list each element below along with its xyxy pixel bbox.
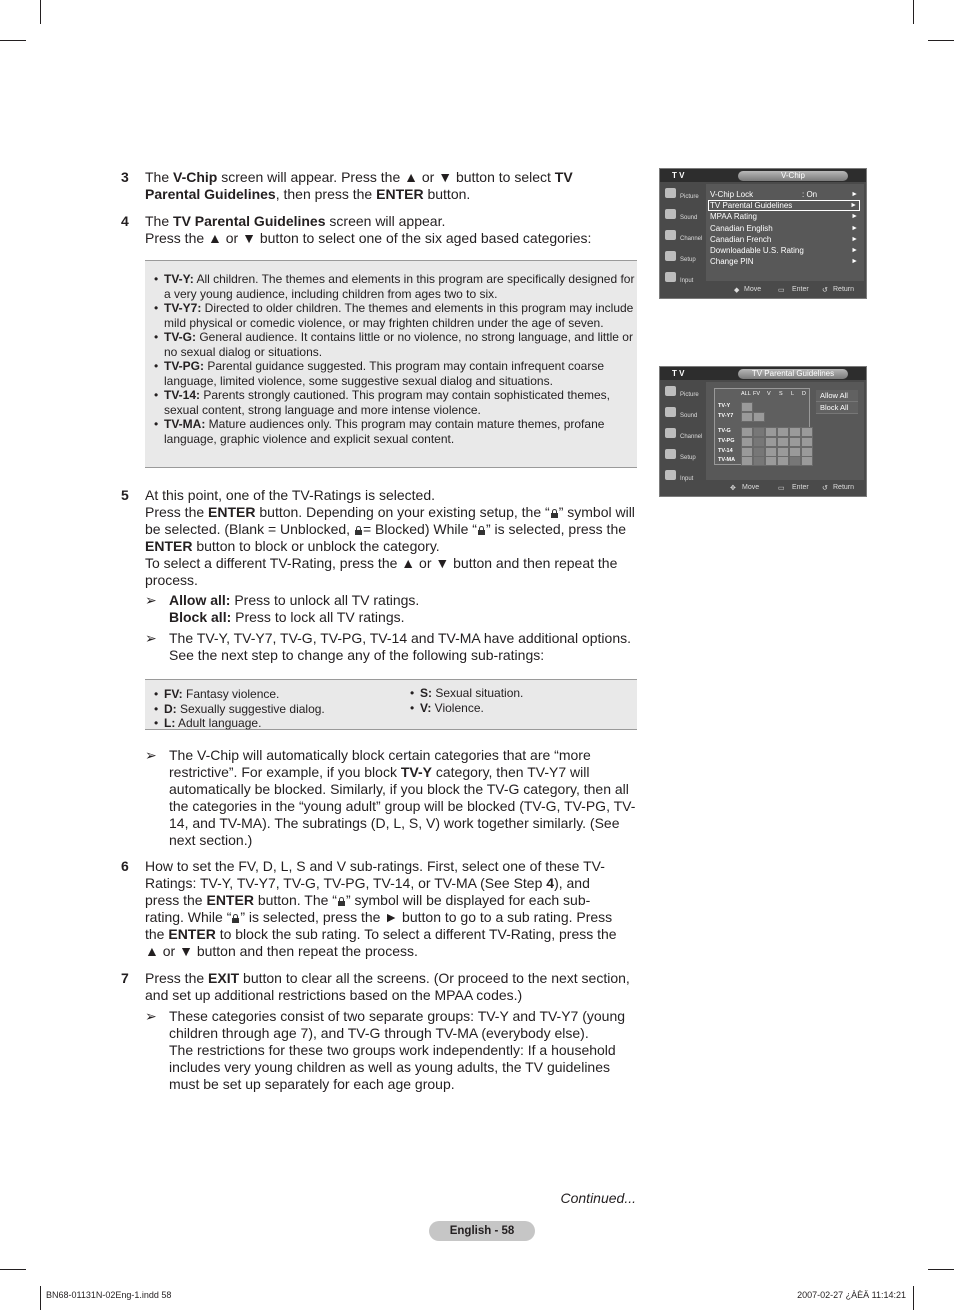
footer-enter-label: Enter <box>792 286 809 293</box>
subrating-text: Sexual situation. <box>432 686 524 700</box>
text: Press the <box>145 504 209 520</box>
menu-item-label: Downloadable U.S. Rating <box>710 246 804 256</box>
sidebar-item-label: Channel <box>680 434 703 440</box>
crop-mark <box>928 1269 954 1270</box>
rating-text: General audience. It contains little or no violence, no strong language, and little or no sexual dialog or situations. <box>164 330 633 359</box>
text: category, then TV-Y7 will automatically be blocked. Similarly, if you block the TV-G category, then all the categories in the “young adult” group will be blocked (TV-G, TV-PG, TV-14, and TV-MA). The subratings (D, L, S, V) work together similarly. (See next section.) <box>169 764 636 848</box>
list-item <box>401 686 631 701</box>
text: button to clear all the screens. (Or proceed to the next section, and set up additional restrictions based on the MPAA codes.) <box>145 970 630 1003</box>
screen-sidebar <box>662 185 704 290</box>
grid-cell[interactable] <box>741 456 753 466</box>
screen-sidebar <box>662 383 704 488</box>
step-number: 7 <box>121 970 129 986</box>
setup-icon <box>665 251 676 261</box>
list-item <box>145 359 637 388</box>
text: to block the sub rating. To select a different TV-Rating, press the ▲ or ▼ button and then repeat the process. <box>145 926 617 959</box>
step-number: 5 <box>121 487 129 503</box>
text: button to block or unblock the category. <box>192 538 440 554</box>
subrating-text: Adult language. <box>175 716 262 730</box>
menu-item-label: MPAA Rating <box>710 212 757 222</box>
bold-text: TV Parental Guidelines <box>173 213 326 229</box>
list-item <box>145 702 395 717</box>
list-item <box>145 687 395 702</box>
text: The V-Chip will automatically block certain categories that are “more restrictive”. For example, if you block <box>169 747 591 780</box>
bold-text: V-Chip <box>173 169 218 185</box>
grid-header: V <box>767 391 771 397</box>
bold-text: ENTER <box>206 892 254 908</box>
grid-cell[interactable] <box>801 427 813 437</box>
grid-cell[interactable] <box>753 427 765 437</box>
menu-item-label: V-Chip Lock <box>710 190 754 199</box>
text: ), and press the <box>145 875 590 908</box>
grid-cell[interactable] <box>801 437 813 447</box>
step-3 <box>121 169 631 203</box>
input-icon <box>665 272 676 282</box>
list-item <box>401 701 631 716</box>
sound-icon <box>665 209 676 219</box>
sidebar-item-label: Channel <box>680 236 703 242</box>
text: The restrictions for these two groups work independently: If a household includes very young children as well as young adults, the TV guidelines must be set up separately for each age group. <box>169 1042 616 1092</box>
text: To select a different TV-Rating, press the ▲ or ▼ button and then repeat the process. <box>145 555 618 588</box>
bold-text: ENTER <box>376 186 424 202</box>
rating-label: TV-Y: <box>164 272 194 286</box>
text: Press to lock all TV ratings. <box>231 609 405 625</box>
text: button. Depending on your existing setup, the “ <box>255 504 550 520</box>
grid-row-label: TV-MA <box>718 457 736 463</box>
arrow-right-icon: ► <box>851 258 858 266</box>
menu-item-canadian-english[interactable] <box>710 223 860 234</box>
subrating-text: Sexually suggestive dialog. <box>176 701 325 716</box>
step-text <box>145 970 637 1093</box>
setup-icon <box>665 449 676 459</box>
bold-text: ENTER <box>168 926 216 942</box>
grid-row-label: TV-Y7 <box>718 413 734 419</box>
grid-row-label: TV-Y <box>718 403 731 409</box>
grid-cell[interactable] <box>753 437 765 447</box>
sidebar-item-setup[interactable] <box>662 248 704 269</box>
subrating-label: V: <box>420 700 432 715</box>
list-item <box>145 716 395 731</box>
rating-label: TV-G: <box>164 330 196 344</box>
crop-mark <box>40 0 41 24</box>
footer-move-label: Move <box>742 484 760 491</box>
grid-cell[interactable] <box>789 437 801 447</box>
sidebar-item-sound[interactable] <box>662 404 704 425</box>
subratings-list-left <box>145 687 395 731</box>
bold-text: EXIT <box>208 970 240 986</box>
crop-mark <box>0 40 26 41</box>
footer-return-label: Return <box>833 484 855 491</box>
bold-text: ENTER <box>145 538 193 554</box>
step-text <box>145 858 623 960</box>
block-all-button[interactable]: Block All <box>816 402 858 414</box>
picture-icon <box>665 386 676 396</box>
grid-cell[interactable] <box>741 437 753 447</box>
text: Press to unlock all TV ratings. <box>230 592 420 608</box>
text: button. <box>423 186 471 202</box>
bold-text: Block all: <box>169 609 232 625</box>
menu-item-label: Canadian English <box>710 223 773 233</box>
menu-item-canadian-french[interactable] <box>710 234 860 245</box>
note-arrow-icon: ➢ <box>145 747 157 763</box>
list-item <box>145 417 637 446</box>
date-slug: 2007-02-27 ¿ÀÈÄ 11:14:21 <box>797 1290 906 1300</box>
sidebar-item-label: Sound <box>680 413 698 419</box>
note-arrow-icon: ➢ <box>145 630 157 646</box>
text: These categories consist of two separate groups: TV-Y and TV-Y7 (young children through age 7), and TV-G through TV-MA (everybody else). <box>169 1008 626 1041</box>
ratings-grid <box>714 388 810 465</box>
subratings-list-right <box>401 686 631 715</box>
list-item <box>145 301 637 330</box>
sidebar-item-channel[interactable] <box>662 425 704 446</box>
bold-text: ENTER <box>208 504 256 520</box>
footer-enter-label: Enter <box>792 484 809 491</box>
arrow-right-icon: ► <box>851 213 858 221</box>
lock-icon <box>232 914 239 923</box>
lock-icon <box>478 526 485 535</box>
grid-cell[interactable] <box>753 456 765 466</box>
text: The TV-Y, TV-Y7, TV-G, TV-PG, TV-14 and TV-MA have additional options. See the next step to change any of the following sub-ratings: <box>169 630 631 663</box>
sidebar-item-label: Setup <box>680 455 696 461</box>
enter-icon: ▭ <box>778 287 785 294</box>
grid-cell[interactable] <box>765 437 777 447</box>
channel-icon <box>665 230 676 240</box>
grid-header: FV <box>753 391 761 397</box>
crop-mark <box>913 1286 914 1310</box>
arrow-right-icon: ► <box>851 247 858 255</box>
rating-text: Parental guidance suggested. This program may contain infrequent coarse language, limited violence, some suggestive sexual dialog and situations. <box>164 359 605 388</box>
menu-item-value: : On <box>802 190 818 199</box>
text: screen will appear. Press the ▲ or ▼ button to select <box>217 169 555 185</box>
sidebar-item-setup[interactable] <box>662 446 704 467</box>
text: = Blocked) While “ <box>362 521 477 537</box>
rating-label: TV-MA: <box>164 417 206 431</box>
screen-footer <box>706 284 864 296</box>
step-5 <box>121 487 637 664</box>
step-text <box>145 747 637 849</box>
picture-icon <box>665 188 676 198</box>
text: How to set the FV, D, L, S and V sub-ratings. First, select one of these TV-Ratings: TV-Y, TV-Y7, TV-G, TV-PG, TV-14, or TV-MA (See Step <box>145 858 605 891</box>
grid-cell[interactable] <box>777 427 789 437</box>
footer-return-label: Return <box>833 286 855 293</box>
subrating-label: L: <box>164 716 176 730</box>
allow-all-button[interactable]: Allow All <box>816 390 858 402</box>
rating-text: Mature audiences only. This program may contain mature themes, profane language, graphic violence and explicit sexual content. <box>164 417 605 446</box>
text: The <box>145 213 174 229</box>
rating-text: All children. The themes and elements in this program are specifically designed for a very young audience, including children from ages two to six. <box>164 272 635 301</box>
menu-item-label: TV Parental Guidelines <box>710 201 793 211</box>
crop-mark <box>0 1269 26 1270</box>
sidebar-item-label: Sound <box>680 215 698 221</box>
rating-text: Parents strongly cautioned. This program may contain sophisticated themes, sexual content, strong language and more intense violence. <box>164 388 611 417</box>
text: The <box>145 169 174 185</box>
grid-cell[interactable] <box>801 456 813 466</box>
screen-title: V-Chip <box>738 171 848 181</box>
menu-item-change-pin[interactable] <box>710 256 860 267</box>
crop-mark <box>928 40 954 41</box>
rating-label: TV-Y7: <box>164 301 202 315</box>
bold-text: TV Parental Guidelines <box>145 169 573 202</box>
note <box>145 747 637 849</box>
screen-title: TV Parental Guidelines <box>738 369 848 379</box>
subratings-box <box>145 679 637 730</box>
text: ” symbol will be displayed for each sub-rating. While “ <box>145 892 591 925</box>
move-icon: ◆ <box>734 287 740 294</box>
note-arrow-icon: ➢ <box>145 592 157 608</box>
arrow-right-icon: ► <box>851 224 858 232</box>
sidebar-item-label: Input <box>680 278 694 284</box>
grid-cell[interactable] <box>777 437 789 447</box>
crop-mark <box>40 1286 41 1310</box>
step-4 <box>121 213 631 247</box>
text: At this point, one of the TV-Ratings is selected. <box>145 487 436 503</box>
sidebar-item-picture[interactable] <box>662 383 704 404</box>
text: button. The “ <box>253 892 337 908</box>
text: screen will appear. <box>325 213 446 229</box>
move-icon: ✥ <box>730 485 736 492</box>
note-arrow-icon: ➢ <box>145 1008 157 1024</box>
subrating-text: Fantasy violence. <box>182 687 280 701</box>
text: ” is selected, press the <box>485 521 627 537</box>
list-item <box>145 388 637 417</box>
menu-item-label: Change PIN <box>710 257 754 267</box>
grid-cell[interactable] <box>765 456 777 466</box>
sidebar-item-input[interactable] <box>662 269 704 290</box>
grid-cell[interactable] <box>777 456 789 466</box>
subrating-label: S: <box>420 686 432 700</box>
grid-header: L <box>791 391 795 397</box>
note <box>145 630 637 664</box>
sidebar-item-label: Picture <box>680 392 699 398</box>
tv-label: T V <box>672 171 685 180</box>
arrow-right-icon: ► <box>851 235 858 243</box>
subrating-label: FV: <box>164 687 183 701</box>
grid-cell[interactable] <box>753 412 765 422</box>
step-text <box>145 169 631 203</box>
arrow-right-icon: ► <box>851 191 858 198</box>
sidebar-item-sound[interactable] <box>662 206 704 227</box>
continued-label: Continued... <box>560 1190 636 1206</box>
bold-text: Allow all: <box>169 592 231 608</box>
menu-item-tv-parental-guidelines[interactable] <box>708 200 860 211</box>
bold-text: TV-Y <box>400 764 432 780</box>
sidebar-item-label: Setup <box>680 257 696 263</box>
menu-item-vchip-lock[interactable] <box>710 189 860 200</box>
sidebar-item-label: Picture <box>680 194 699 200</box>
page-number: English - 58 <box>429 1221 535 1241</box>
input-icon <box>665 470 676 480</box>
grid-cell[interactable] <box>789 456 801 466</box>
text: Press the ▲ or ▼ button to select one of the six aged based categories: <box>145 230 592 246</box>
list-item <box>145 330 637 359</box>
sidebar-item-channel[interactable] <box>662 227 704 248</box>
grid-header: ALL <box>741 391 751 397</box>
rating-label: TV-14: <box>164 388 201 402</box>
menu-item-label: Canadian French <box>710 234 772 244</box>
grid-cell[interactable] <box>789 427 801 437</box>
menu-item-mpaa-rating[interactable] <box>710 211 860 222</box>
note-block <box>121 747 637 849</box>
channel-icon <box>665 428 676 438</box>
crop-mark <box>913 0 914 24</box>
sidebar-item-label: Input <box>680 476 694 482</box>
text: , then press the <box>275 186 377 202</box>
rating-text: Directed to older children. The themes and elements in this program may include mild physical or comedic violence, or may frighten children under the age of seven. <box>164 301 634 330</box>
text: ” symbol will be selected. (Blank = Unblocked, <box>145 504 635 537</box>
bold-text: 4 <box>546 875 555 891</box>
step-7 <box>121 970 637 1093</box>
grid-row-label: TV-PG <box>718 438 735 444</box>
tv-parental-guidelines-screen <box>659 366 867 497</box>
menu-item-downloadable-rating[interactable] <box>710 245 860 256</box>
step-number: 3 <box>121 169 129 185</box>
subrating-label: D: <box>164 701 177 716</box>
grid-row-label: TV-14 <box>718 448 733 454</box>
subrating-text: Violence. <box>431 700 484 715</box>
grid-cell[interactable] <box>741 427 753 437</box>
grid-header: D <box>802 391 806 397</box>
grid-cell[interactable] <box>741 412 753 422</box>
text: Press the <box>145 970 209 986</box>
vchip-screen <box>659 168 867 299</box>
note <box>145 592 637 626</box>
sidebar-item-picture[interactable] <box>662 185 704 206</box>
grid-cell[interactable] <box>765 427 777 437</box>
step-number: 4 <box>121 213 129 229</box>
lock-icon <box>551 509 558 518</box>
file-slug: BN68-01131N-02Eng-1.indd 58 <box>46 1290 172 1300</box>
enter-icon: ▭ <box>778 485 785 492</box>
note <box>145 1008 637 1093</box>
tv-label: T V <box>672 369 685 378</box>
sidebar-item-input[interactable] <box>662 467 704 488</box>
lock-icon <box>355 526 362 535</box>
return-icon: ↺ <box>822 485 828 492</box>
lock-icon <box>338 897 345 906</box>
sound-icon <box>665 407 676 417</box>
list-item <box>145 272 637 301</box>
grid-cell[interactable] <box>741 402 753 412</box>
footer-move-label: Move <box>744 286 762 293</box>
vchip-menu <box>710 189 860 268</box>
step-text <box>145 487 637 664</box>
screen-footer <box>706 482 864 494</box>
step-6 <box>121 858 623 960</box>
text: ” is selected, press the ► button to go to a sub rating. Press the <box>145 909 613 942</box>
step-number: 6 <box>121 858 129 874</box>
ratings-list <box>145 272 637 446</box>
allow-block-panel <box>816 390 858 414</box>
rating-label: TV-PG: <box>164 359 205 373</box>
arrow-right-icon: ► <box>850 202 857 210</box>
grid-row-label: TV-G <box>718 428 731 434</box>
grid-header: S <box>779 391 783 397</box>
return-icon: ↺ <box>822 287 828 294</box>
ratings-box <box>145 260 637 468</box>
step-text <box>145 213 631 247</box>
